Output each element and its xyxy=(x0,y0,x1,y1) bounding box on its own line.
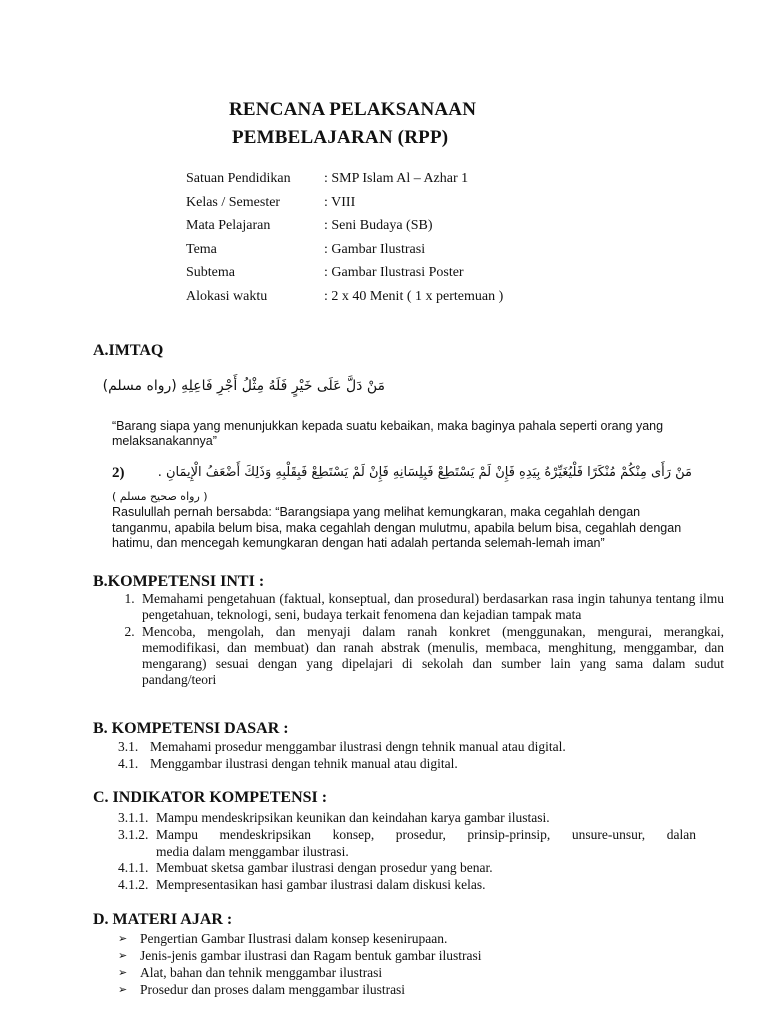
identity-label: Kelas / Semester xyxy=(186,194,281,210)
identity-label: Mata Pelajaran xyxy=(186,218,271,233)
arrowhead-bullet-icon: ➢ xyxy=(118,966,128,979)
list-item xyxy=(118,860,696,877)
kompetensi-dasar-list xyxy=(118,739,566,773)
identity-value: : SMP Islam Al – Azhar 1 xyxy=(324,171,469,186)
section-heading-kompetensi-dasar: B. KOMPETENSI DASAR : xyxy=(93,720,289,737)
item-text: Jenis-jenis gambar ilustrasi dan Ragam bentuk gambar ilustrasi xyxy=(140,948,482,963)
identity-row xyxy=(186,218,503,242)
item-number: 3.1.2. xyxy=(118,826,149,842)
list-item xyxy=(118,947,482,964)
list-item xyxy=(118,930,482,947)
item-text: Mampu mendeskripsikan konsep, prosedur, prinsip-prinsip, unsure-unsur, dalan xyxy=(156,826,696,842)
identity-value: : Gambar Ilustrasi Poster xyxy=(324,265,464,280)
identity-label: Alokasi waktu xyxy=(186,288,268,304)
section-heading-kompetensi-inti: B.KOMPETENSI INTI : xyxy=(93,573,265,590)
item-text: Menggambar ilustrasi dengan tehnik manual atau digital. xyxy=(150,755,458,771)
arrowhead-bullet-icon: ➢ xyxy=(118,932,128,945)
identity-row xyxy=(186,265,503,289)
arrowhead-bullet-icon: ➢ xyxy=(118,983,128,996)
hadith2-source: ( رواه صحيح مسلم ) xyxy=(112,490,208,503)
list-item: 1. Memahami pengetahuan (faktual, konseptual, dan prosedural) berdasarkan rasa ingin tahunya tentang ilmu pengetahuan, teknologi, seni, budaya terkait fenomena dan kejadian tampak mata xyxy=(138,591,724,624)
section-heading-materi-ajar: D. MATERI AJAR : xyxy=(93,911,233,928)
item-number: 3.1.1. xyxy=(118,810,149,825)
hadith2-line xyxy=(112,463,692,487)
identity-table xyxy=(186,171,503,312)
list-item xyxy=(118,810,696,827)
item-text: Membuat sketsa gambar ilustrasi dengan prosedur yang benar. xyxy=(156,860,493,876)
kompetensi-inti-list xyxy=(112,591,724,689)
item-number: 4.1. xyxy=(118,755,139,771)
section-heading-indikator: C. INDIKATOR KOMPETENSI : xyxy=(93,789,328,806)
item-text: Alat, bahan dan tehnik menggambar ilustrasi xyxy=(140,965,383,980)
list-item xyxy=(118,964,482,981)
identity-label: Satuan Pendidikan xyxy=(186,171,291,186)
list-item: 2. Mencoba, mengolah, dan menyaji dalam ranah konkret (menggunakan, mengurai, merangkai, memodifikasi, dan membuat) dan ranah abstrak (menulis, membaca, menghitung, menggambar, dan mengarang) sesuai dengan yang dipelajari di sekolah dan sumber lain yang sama dalam sudut pandang/teori xyxy=(138,624,724,689)
hadith1-arabic: مَنْ دَلَّ عَلَى خَيْرٍ فَلَهُ مِثْلُ أَجْرِ فَاعِلِهِ (رواه مسلم) xyxy=(102,378,385,394)
hadith2-translation: Rasulullah pernah bersabda: “Barangsiapa yang melihat kemungkaran, maka cegahlah dengan tanganmu, apabila belum bisa, maka cegahlah dengan mulutmu, apabila belum bisa, cegahlah dengan hatimu, dan mencegah kemungkaran dengan hati adalah pertanda selemah-lemah iman” xyxy=(112,505,682,550)
item-text-continuation: media dalam menggambar ilustrasi. xyxy=(156,843,349,859)
section-heading-imtaq: A.IMTAQ xyxy=(93,342,164,359)
item-text: Mampu mendeskripsikan keunikan dan keindahan karya gambar ilustasi. xyxy=(156,810,550,825)
hadith2-number: 2) xyxy=(112,465,125,481)
identity-value: : 2 x 40 Menit ( 1 x pertemuan ) xyxy=(324,288,504,304)
document-title-line2: PEMBELAJARAN (RPP) xyxy=(232,127,449,148)
identity-label: Subtema xyxy=(186,265,235,280)
indikator-list xyxy=(118,810,696,894)
list-item xyxy=(118,739,566,756)
identity-value: : Gambar Ilustrasi xyxy=(324,241,426,257)
identity-row xyxy=(186,242,503,266)
identity-label: Tema xyxy=(186,241,217,257)
arrowhead-bullet-icon: ➢ xyxy=(118,949,128,962)
item-text: Prosedur dan proses dalam menggambar ilustrasi xyxy=(140,982,406,997)
item-number: 3.1. xyxy=(118,739,139,754)
item-text: Mempresentasikan hasi gambar ilustrasi dalam diskusi kelas. xyxy=(156,877,486,893)
document-title-line1: RENCANA PELAKSANAAN xyxy=(229,99,477,120)
identity-row xyxy=(186,171,503,195)
identity-value: : VIII xyxy=(324,194,356,210)
list-item xyxy=(118,827,696,844)
hadith2-arabic: مَنْ رَأَى مِنْكُمْ مُنْكَرًا فَلْيُغَيِّرْهُ بِيَدِهِ فَإِنْ لَمْ يَسْتَطِعْ فَبِلِسَانِهِ فَإِنْ لَمْ يَسْتَطِعْ فَبِقَلْبِهِ وَذَلِكَ أَضْعَفُ الْإِيمَانِ . xyxy=(157,465,692,480)
list-item xyxy=(118,756,566,773)
item-text: Memahami prosedur menggambar ilustrasi dengn tehnik manual atau digital. xyxy=(150,739,566,754)
list-item xyxy=(118,981,482,998)
identity-row xyxy=(186,195,503,219)
materi-ajar-list xyxy=(118,930,482,998)
item-text: Pengertian Gambar Ilustrasi dalam konsep kesenirupaan. xyxy=(140,931,448,946)
list-item xyxy=(118,877,696,894)
item-number: 4.1.2. xyxy=(118,877,149,893)
item-number: 4.1.1. xyxy=(118,860,149,876)
identity-value: : Seni Budaya (SB) xyxy=(324,218,433,233)
identity-row xyxy=(186,289,503,313)
hadith1-translation: “Barang siapa yang menunjukkan kepada suatu kebaikan, maka baginya pahala seperti orang yang melaksanakannya” xyxy=(112,419,664,448)
